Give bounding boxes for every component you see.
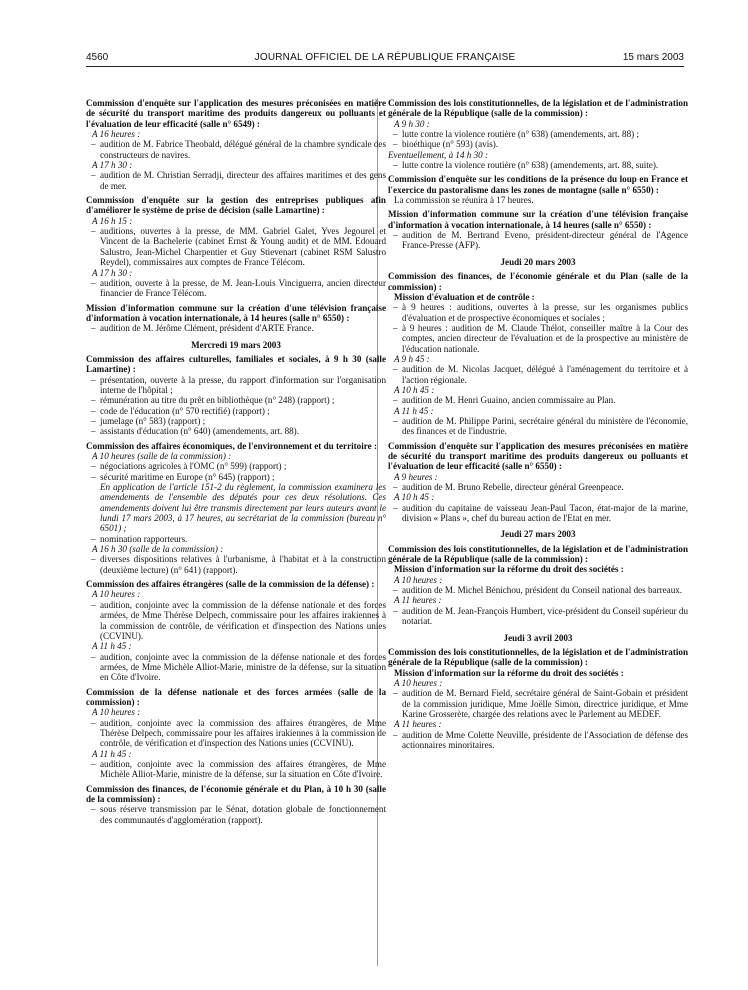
agenda-item: – audition de M. Henri Guaino, ancien commissaire au Plan.: [388, 395, 688, 405]
day-heading: Jeudi 20 mars 2003: [500, 256, 576, 267]
time-slot: Eventuellement, à 14 h 30 :: [388, 149, 489, 160]
section-heading: Mission d'information commune sur la création d'une télévision française d'information à vocation internationale, à 14 heures (salle n° 6550) :: [86, 302, 386, 323]
agenda-item: – audition de M. Michel Bénichou, président du Conseil national des barreaux.: [388, 585, 688, 595]
section-heading: Commission d'enquête sur l'application des mesures préconisées en matière de sécurité du transport maritime des produits dangereux ou polluants et l'évaluation de leur efficacité (salle n° 6550) :: [388, 440, 688, 472]
day-heading: Mercredi 19 mars 2003: [191, 339, 281, 350]
agenda-item: – assistants d'éducation (n° 640) (amendements, art. 88).: [86, 426, 386, 436]
time-slot: A 17 h 30 :: [92, 160, 133, 171]
section-heading: Commission d'enquête sur l'application des mesures préconisées en matière de sécurité du transport maritime des produits dangereux ou polluants et l'évaluation de leur efficacité (salle n° 6549) :: [86, 98, 386, 129]
agenda-item: – audition de M. Philippe Parini, secrétaire général du ministère de l'économie, des finances et de l'industrie.: [388, 416, 688, 437]
section-heading: Commission d'enquête sur la gestion des entreprises publiques afin d'améliorer le système de prise de décision (salle Lamartine) :: [86, 195, 386, 216]
subsection-heading: Mission d'évaluation et de contrôle :: [394, 291, 535, 302]
agenda-item: – audition de M. Jean-François Humbert, vice-président du Conseil supérieur du notariat.: [388, 606, 688, 627]
agenda-item: – audition de M. Bruno Rebelle, directeur général Greenpeace.: [388, 482, 688, 492]
agenda-item: – audition de M. Bertrand Eveno, président-directeur général de l'Agence France-Presse (AFP).: [388, 230, 688, 251]
agenda-item: – auditions, ouvertes à la presse, de MM. Gabriel Galet, Yves Jegourel et Vincent de la Bachelerie (cabinet Ernst & Young audit) et de MM. Edouard Salustro, Jean-Michel Charpentier et Guy Stievenart (cabinet RSM Salustro Reydel), commissaires aux comptes de France Télécom.: [86, 226, 386, 267]
agenda-item: – audition, conjointe avec la commission de la défense nationale et des forces armées, de Mme Michèle Alliot-Marie, ministre de la défense, sur la situation en Côte d'Ivoire.: [86, 652, 386, 683]
section-heading: Commission des lois constitutionnelles, de la législation et de l'administration générale de la République (salle de la commission) :: [388, 543, 688, 565]
agenda-item: – audition de M. Bernard Field, secrétaire général de Saint-Gobain et président de la commission juridique, Mme Joëlle Simon, directrice juridique, et Mme Karine Grosserète, chargée des relations avec le Parlement au MEDEF.: [388, 688, 688, 719]
time-slot: A 10 h 45 :: [394, 384, 435, 395]
time-slot: A 16 heures :: [92, 129, 141, 140]
agenda-item: – négociations agricoles à l'OMC (n° 599) (rapport) ;: [86, 461, 386, 471]
time-slot: A 11 h 45 :: [394, 405, 434, 416]
agenda-item: – lutte contre la violence routière (n° 638) (amendements, art. 88, suite).: [388, 160, 688, 170]
section-heading: Commission des affaires économiques, de l'environnement et du territoire :: [86, 440, 377, 451]
agenda-item: – audition, conjointe avec la commission de la défense nationale et des forces armées, de Mme Thérèse Delpech, commissaire pour les affaires irakiennes à la commission de contrôle, de vérification et d'inspection des Nations unies (CCVINU).: [86, 600, 386, 641]
time-slot: A 9 heures :: [394, 471, 438, 482]
agenda-item: – nomination rapporteurs.: [86, 534, 386, 544]
agenda-item: – à 9 heures : audition de M. Claude Thélot, conseiller maître à la Cour des comptes, ancien directeur de l'évaluation et de la prospective au ministère de l'éducation nationale.: [388, 323, 688, 354]
section-heading: Commission d'enquête sur les conditions de la présence du loup en France et l'exercice du pastoralisme dans les zones de montagne (salle n° 6550) :: [388, 174, 688, 195]
right-column: [388, 98, 688, 750]
day-heading: Jeudi 27 mars 2003: [500, 529, 576, 540]
time-slot: A 11 heures :: [394, 595, 442, 606]
time-slot: A 10 heures :: [92, 707, 141, 718]
section-heading: Commission de la défense nationale et des forces armées (salle de la commission) :: [86, 686, 386, 707]
page-header: [86, 50, 684, 67]
agenda-item: – bioéthique (n° 593) (avis).: [388, 139, 688, 149]
time-slot: A 16 h 15 :: [92, 215, 133, 226]
agenda-item: – audition, conjointe avec la commission des affaires étrangères, de Mme Thérèse Delpech, commissaire pour les affaires irakiennes à la commission de contrôle, de vérification et d'inspection des Nations unies (CCVINU).: [86, 718, 386, 749]
agenda-item: – sous réserve transmission par le Sénat, dotation globale de fonctionnement des communautés d'agglomération (rapport).: [86, 804, 386, 825]
time-slot: A 10 heures :: [92, 589, 141, 600]
meeting-note: La commission se réunira à 17 heures.: [394, 195, 534, 206]
agenda-item: – audition de M. Nicolas Jacquet, délégué à l'aménagement du territoire et à l'action régionale.: [388, 364, 688, 385]
subsection-heading: Mission d'information sur la réforme du droit des sociétés :: [394, 564, 624, 575]
section-heading: Commission des lois constitutionnelles, de la législation et de l'administration générale de la République (salle de la commission) :: [388, 98, 688, 119]
section-heading: Commission des finances, de l'économie générale et du Plan, à 10 h 30 (salle de la commission) :: [86, 783, 386, 804]
time-slot: A 17 h 30 :: [92, 267, 133, 278]
agenda-item: – audition de M. Jérôme Clément, président d'ARTE France.: [86, 323, 386, 333]
day-heading: Jeudi 3 avril 2003: [503, 632, 573, 643]
time-slot: A 11 h 45 :: [92, 748, 132, 759]
agenda-item: – diverses dispositions relatives à l'urbanisme, à l'habitat et à la construction (deuxième lecture) (n° 641) (rapport).: [86, 554, 386, 575]
subsection-heading: Mission d'information sur la réforme du droit des sociétés :: [394, 667, 624, 678]
section-heading: Commission des affaires étrangères (salle de la commission de la défense) :: [86, 579, 375, 590]
agenda-item: – audition, ouverte à la presse, de M. Jean-Louis Vinciguerra, ancien directeur financier de France Télécom.: [86, 278, 386, 299]
procedure-note: En application de l'article 151-2 du règlement, la commission examinera les amendements de l'ensemble des députés pour ces deux résolutions. Ces amendements doivent lui être transmis directement par leurs auteurs avant le lundi 17 mars 2003, à 17 heures, au secrétariat de la commission (bureau n° 6501) ;: [100, 482, 386, 534]
agenda-item: – code de l'éducation (n° 570 rectifié) (rapport) ;: [86, 406, 386, 416]
agenda-item: – audition du capitaine de vaisseau Jean-Paul Tacon, état-major de la marine, division « Plans », chef du bureau action de l'Etat en mer.: [388, 503, 688, 524]
agenda-item: – jumelage (n° 583) (rapport) ;: [86, 416, 386, 426]
agenda-item: – à 9 heures : auditions, ouvertes à la presse, sur les organismes publics d'évaluation et de prospective économiques et sociales ;: [388, 302, 688, 323]
agenda-item: – audition, conjointe avec la commission des affaires étrangères, de Mme Michèle Alliot-Marie, ministre de la défense, sur la situation en Côte d'Ivoire.: [86, 759, 386, 780]
agenda-item: – sécurité maritime en Europe (n° 645) (rapport) ;: [86, 472, 386, 482]
section-heading: Commission des lois constitutionnelles, de la législation et de l'administration générale de la République (salle de la commission) :: [388, 646, 688, 668]
agenda-item: – rémunération au titre du prêt en bibliothèque (n° 248) (rapport) ;: [86, 395, 386, 405]
time-slot: A 10 heures :: [394, 574, 443, 585]
agenda-item: – audition de Mme Colette Neuville, présidente de l'Association de défense des actionnaires minoritaires.: [388, 730, 688, 751]
time-slot: A 9 h 30 :: [394, 118, 430, 129]
section-heading: Mission d'information commune sur la création d'une télévision française d'information à vocation internationale, à 14 heures (salle n° 6550) :: [388, 209, 688, 230]
agenda-item: – lutte contre la violence routière (n° 638) (amendements, art. 88) ;: [388, 129, 688, 139]
page-number: 4560: [86, 52, 109, 63]
time-slot: A 10 heures :: [394, 677, 443, 688]
left-column: [86, 98, 386, 825]
section-heading: Commission des affaires culturelles, familiales et sociales, à 9 h 30 (salle Lamartine) :: [86, 353, 386, 375]
issue-date: 15 mars 2003: [622, 52, 684, 63]
time-slot: A 11 heures :: [394, 719, 442, 730]
agenda-item: – audition de M. Christian Serradji, directeur des affaires maritimes et des gens de mer.: [86, 170, 386, 191]
time-slot: A 11 h 45 :: [92, 641, 132, 652]
agenda-item: – présentation, ouverte à la presse, du rapport d'information sur l'organisation interne de l'hôpital ;: [86, 375, 386, 396]
section-heading: Commission des finances, de l'économie générale et du Plan (salle de la commission) :: [388, 271, 688, 292]
agenda-item: – audition de M. Fabrice Theobald, délégué général de la chambre syndicale des constructeurs de navires.: [86, 139, 386, 160]
time-slot: A 10 heures (salle de la commission) :: [92, 451, 232, 461]
time-slot: A 9 h 45 :: [394, 353, 430, 364]
time-slot: A 16 h 30 (salle de la commission) :: [92, 544, 224, 555]
time-slot: A 10 h 45 :: [394, 492, 435, 503]
journal-title: JOURNAL OFFICIEL DE LA RÉPUBLIQUE FRANÇAISE: [254, 52, 516, 63]
